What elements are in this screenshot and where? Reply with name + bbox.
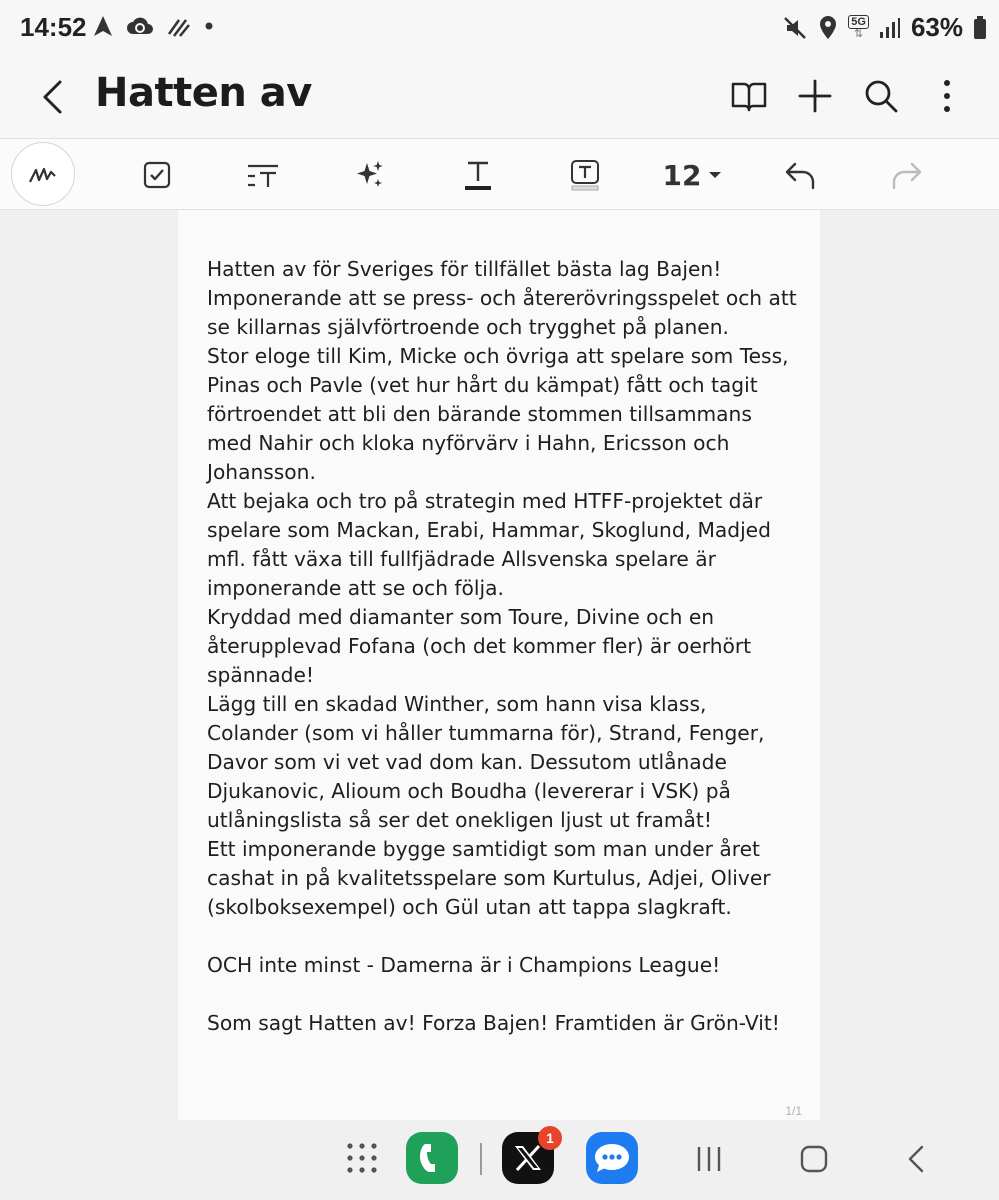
status-bar: [0, 0, 999, 56]
more-icon: [942, 79, 952, 113]
app-drawer-button[interactable]: [346, 1142, 378, 1174]
location-icon: [818, 15, 838, 41]
paragraph: Hatten av för Sveriges för tillfället bästa lag Bajen!: [207, 257, 722, 281]
text-style-button[interactable]: [233, 145, 293, 205]
signal-lines-icon: [166, 15, 192, 37]
data-arrows: ⇅: [854, 28, 864, 40]
add-button[interactable]: [793, 72, 837, 120]
paragraph: Som sagt Hatten av! Forza Bajen! Framtiden är Grön-Vit!: [207, 1011, 780, 1035]
messages-app-icon: [586, 1132, 638, 1184]
page-title: Hatten av: [95, 70, 312, 116]
recents-icon: [694, 1144, 724, 1174]
text-color-icon: [463, 159, 493, 191]
status-time: 14:52: [20, 12, 87, 42]
note-body[interactable]: [207, 255, 802, 1038]
ai-sparkle-icon: [354, 159, 386, 191]
battery-icon: [973, 16, 987, 40]
ai-assist-button[interactable]: [340, 145, 400, 205]
text-style-icon: [246, 161, 280, 189]
undo-icon: [783, 160, 817, 190]
nav-back-button[interactable]: [902, 1144, 932, 1174]
taskbar: [0, 1120, 999, 1200]
paragraph: Lägg till en skadad Winther, som hann visa klass, Colander (som vi håller tummarna för), Strand, Fenger, Davor som vi vet vad dom kan. Dessutom utlånade Djukanovic, Alioum och Boudha (levererar i VSK) på utlåningslista så ser det onekligen ljust ut framåt!: [207, 692, 765, 832]
5g-icon: [848, 15, 869, 40]
paragraph: Ett imponerande bygge samtidigt som man under året cashat in på kvalitetsspelare som Kurtulus, Adjei, Oliver (skolboksexempel) och Gül utan att tappa slagkraft.: [207, 837, 771, 919]
book-icon: [731, 80, 767, 112]
editor-toolbar: [0, 138, 999, 210]
checkbox-icon: [143, 161, 171, 189]
page-counter: 1/1: [785, 1104, 802, 1118]
back-button[interactable]: [30, 74, 76, 120]
battery-percentage: 63%: [910, 12, 963, 42]
more-options-button[interactable]: [925, 72, 969, 120]
blank-line: [207, 980, 802, 1009]
undo-button[interactable]: [770, 145, 830, 205]
paragraph: Att bejaka och tro på strategin med HTFF-projektet där spelare som Mackan, Erabi, Hammar, Skoglund, Madjed mfl. fått växa till fullfjädrade Allsvenska spelare är imponerande att se och följa.: [207, 489, 771, 600]
signal-icon: [879, 17, 901, 39]
text-color-button[interactable]: [448, 145, 508, 205]
app-drawer-icon: [346, 1142, 378, 1174]
navigation-icon: [92, 14, 114, 38]
reading-mode-button[interactable]: [727, 72, 771, 120]
font-size-selector[interactable]: [660, 145, 726, 205]
app-header: [0, 56, 999, 138]
paragraph: Imponerande att se press- och återerövringsspelet och att se killarnas självförtroende och trygghet på planen.: [207, 286, 797, 339]
back-icon: [902, 1144, 932, 1174]
dock-divider: [480, 1143, 482, 1175]
home-button[interactable]: [799, 1144, 829, 1174]
text-background-button[interactable]: [555, 145, 615, 205]
redo-icon: [890, 160, 924, 190]
paragraph: Kryddad med diamanter som Toure, Divine och en återupplevad Fofana (och det kommer fler) är oerhört spännade!: [207, 605, 752, 687]
notification-badge: 1: [538, 1126, 562, 1150]
checkbox-button[interactable]: [127, 145, 187, 205]
home-icon: [799, 1144, 829, 1174]
chevron-left-icon: [30, 74, 76, 120]
x-app-icon: [502, 1132, 554, 1184]
paragraph: OCH inte minst - Damerna är i Champions League!: [207, 953, 721, 977]
text-background-icon: [570, 159, 600, 191]
paragraph: Stor eloge till Kim, Micke och övriga att spelare som Tess, Pinas och Pavle (vet hur hårt du kämpat) fått och tagit förtroendet att bli den bärande stommen tillsammans med Nahir och kloka nyförvärv i Hahn, Ericsson och Johansson.: [207, 344, 789, 484]
dot-icon: [204, 21, 214, 31]
x-app-button[interactable]: [502, 1132, 554, 1184]
add-icon: [797, 78, 833, 114]
blank-line: [207, 922, 802, 951]
search-icon: [864, 79, 898, 113]
recents-button[interactable]: [694, 1144, 724, 1174]
messages-app-button[interactable]: [586, 1132, 638, 1184]
network-type: 5G: [848, 15, 869, 29]
cloud-sync-icon: [126, 15, 154, 37]
phone-app-button[interactable]: [406, 1132, 458, 1184]
search-button[interactable]: [859, 72, 903, 120]
pen-mode-button[interactable]: [11, 142, 75, 206]
chevron-down-icon: [707, 169, 723, 181]
redo-button[interactable]: [877, 145, 937, 205]
pen-icon: [27, 162, 59, 186]
phone-app-icon: [406, 1132, 458, 1184]
mute-icon: [782, 15, 808, 41]
note-page[interactable]: [178, 210, 820, 1120]
font-size-value: 12: [662, 158, 702, 192]
